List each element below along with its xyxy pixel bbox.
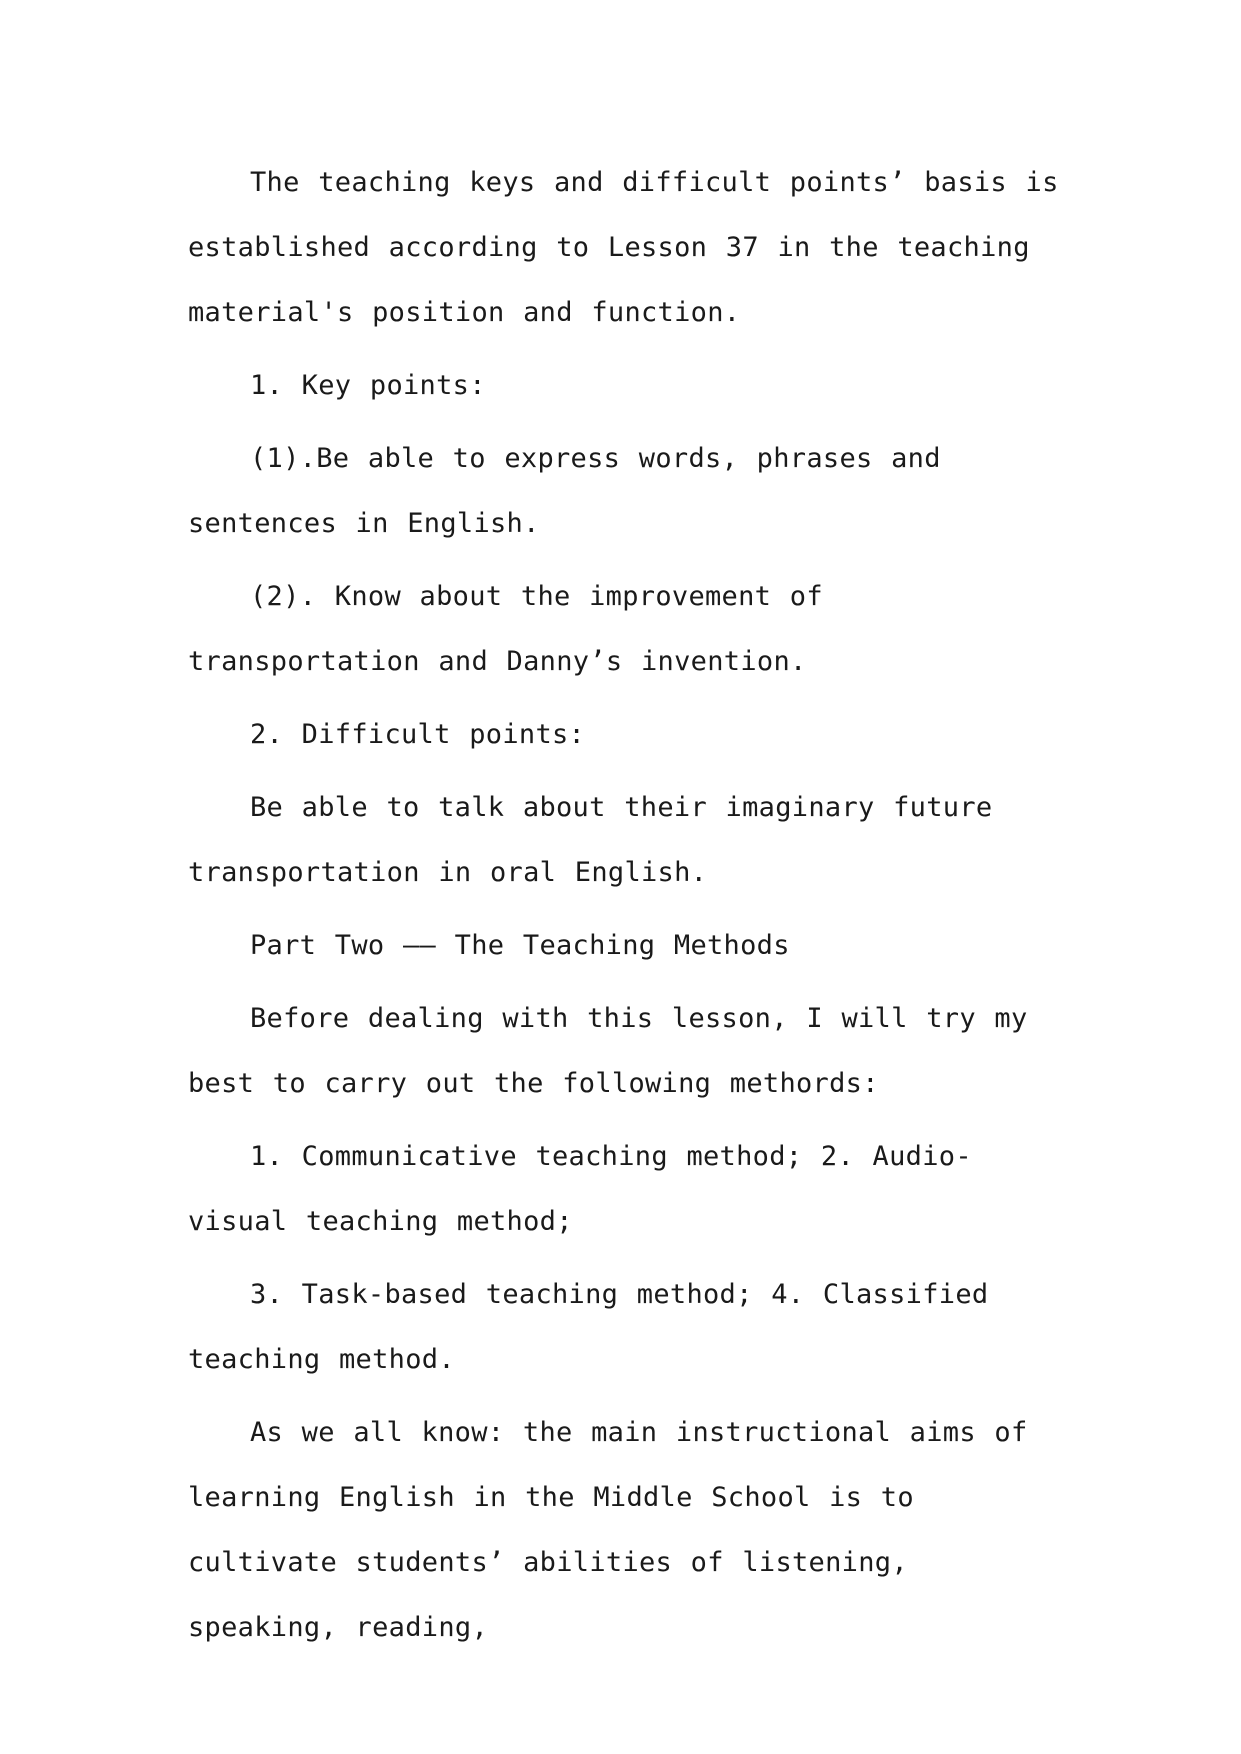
key-point-2: (2). Know about the improvement of transportation and Danny’s invention. — [188, 581, 823, 677]
document-body — [188, 150, 1068, 1668]
paragraph-methods-intro: Before dealing with this lesson, I will try my best to carry out the following methords: — [188, 1003, 1028, 1099]
difficult-point-text: Be able to talk about their imaginary future transportation in oral English. — [188, 792, 993, 888]
paragraph-basis: The teaching keys and difficult points’ basis is established according to Lesson 37 in the teaching material's position and function. — [188, 167, 1059, 328]
heading-difficult-points: 2. Difficult points: — [250, 719, 586, 750]
methods-list-1-2: 1. Communicative teaching method; 2. Audio-visual teaching method; — [188, 1141, 972, 1237]
section-heading-teaching-methods: Part Two —— The Teaching Methods — [250, 930, 790, 961]
key-point-1: (1).Be able to express words, phrases and sentences in English. — [188, 443, 941, 539]
heading-key-points: 1. Key points: — [250, 370, 486, 401]
paragraph-instructional-aims: As we all know: the main instructional aims of learning English in the Middle School is to cultivate students’ abilities of listening, speaking, reading, — [188, 1417, 1028, 1643]
methods-list-3-4: 3. Task-based teaching method; 4. Classified teaching method. — [188, 1279, 989, 1375]
